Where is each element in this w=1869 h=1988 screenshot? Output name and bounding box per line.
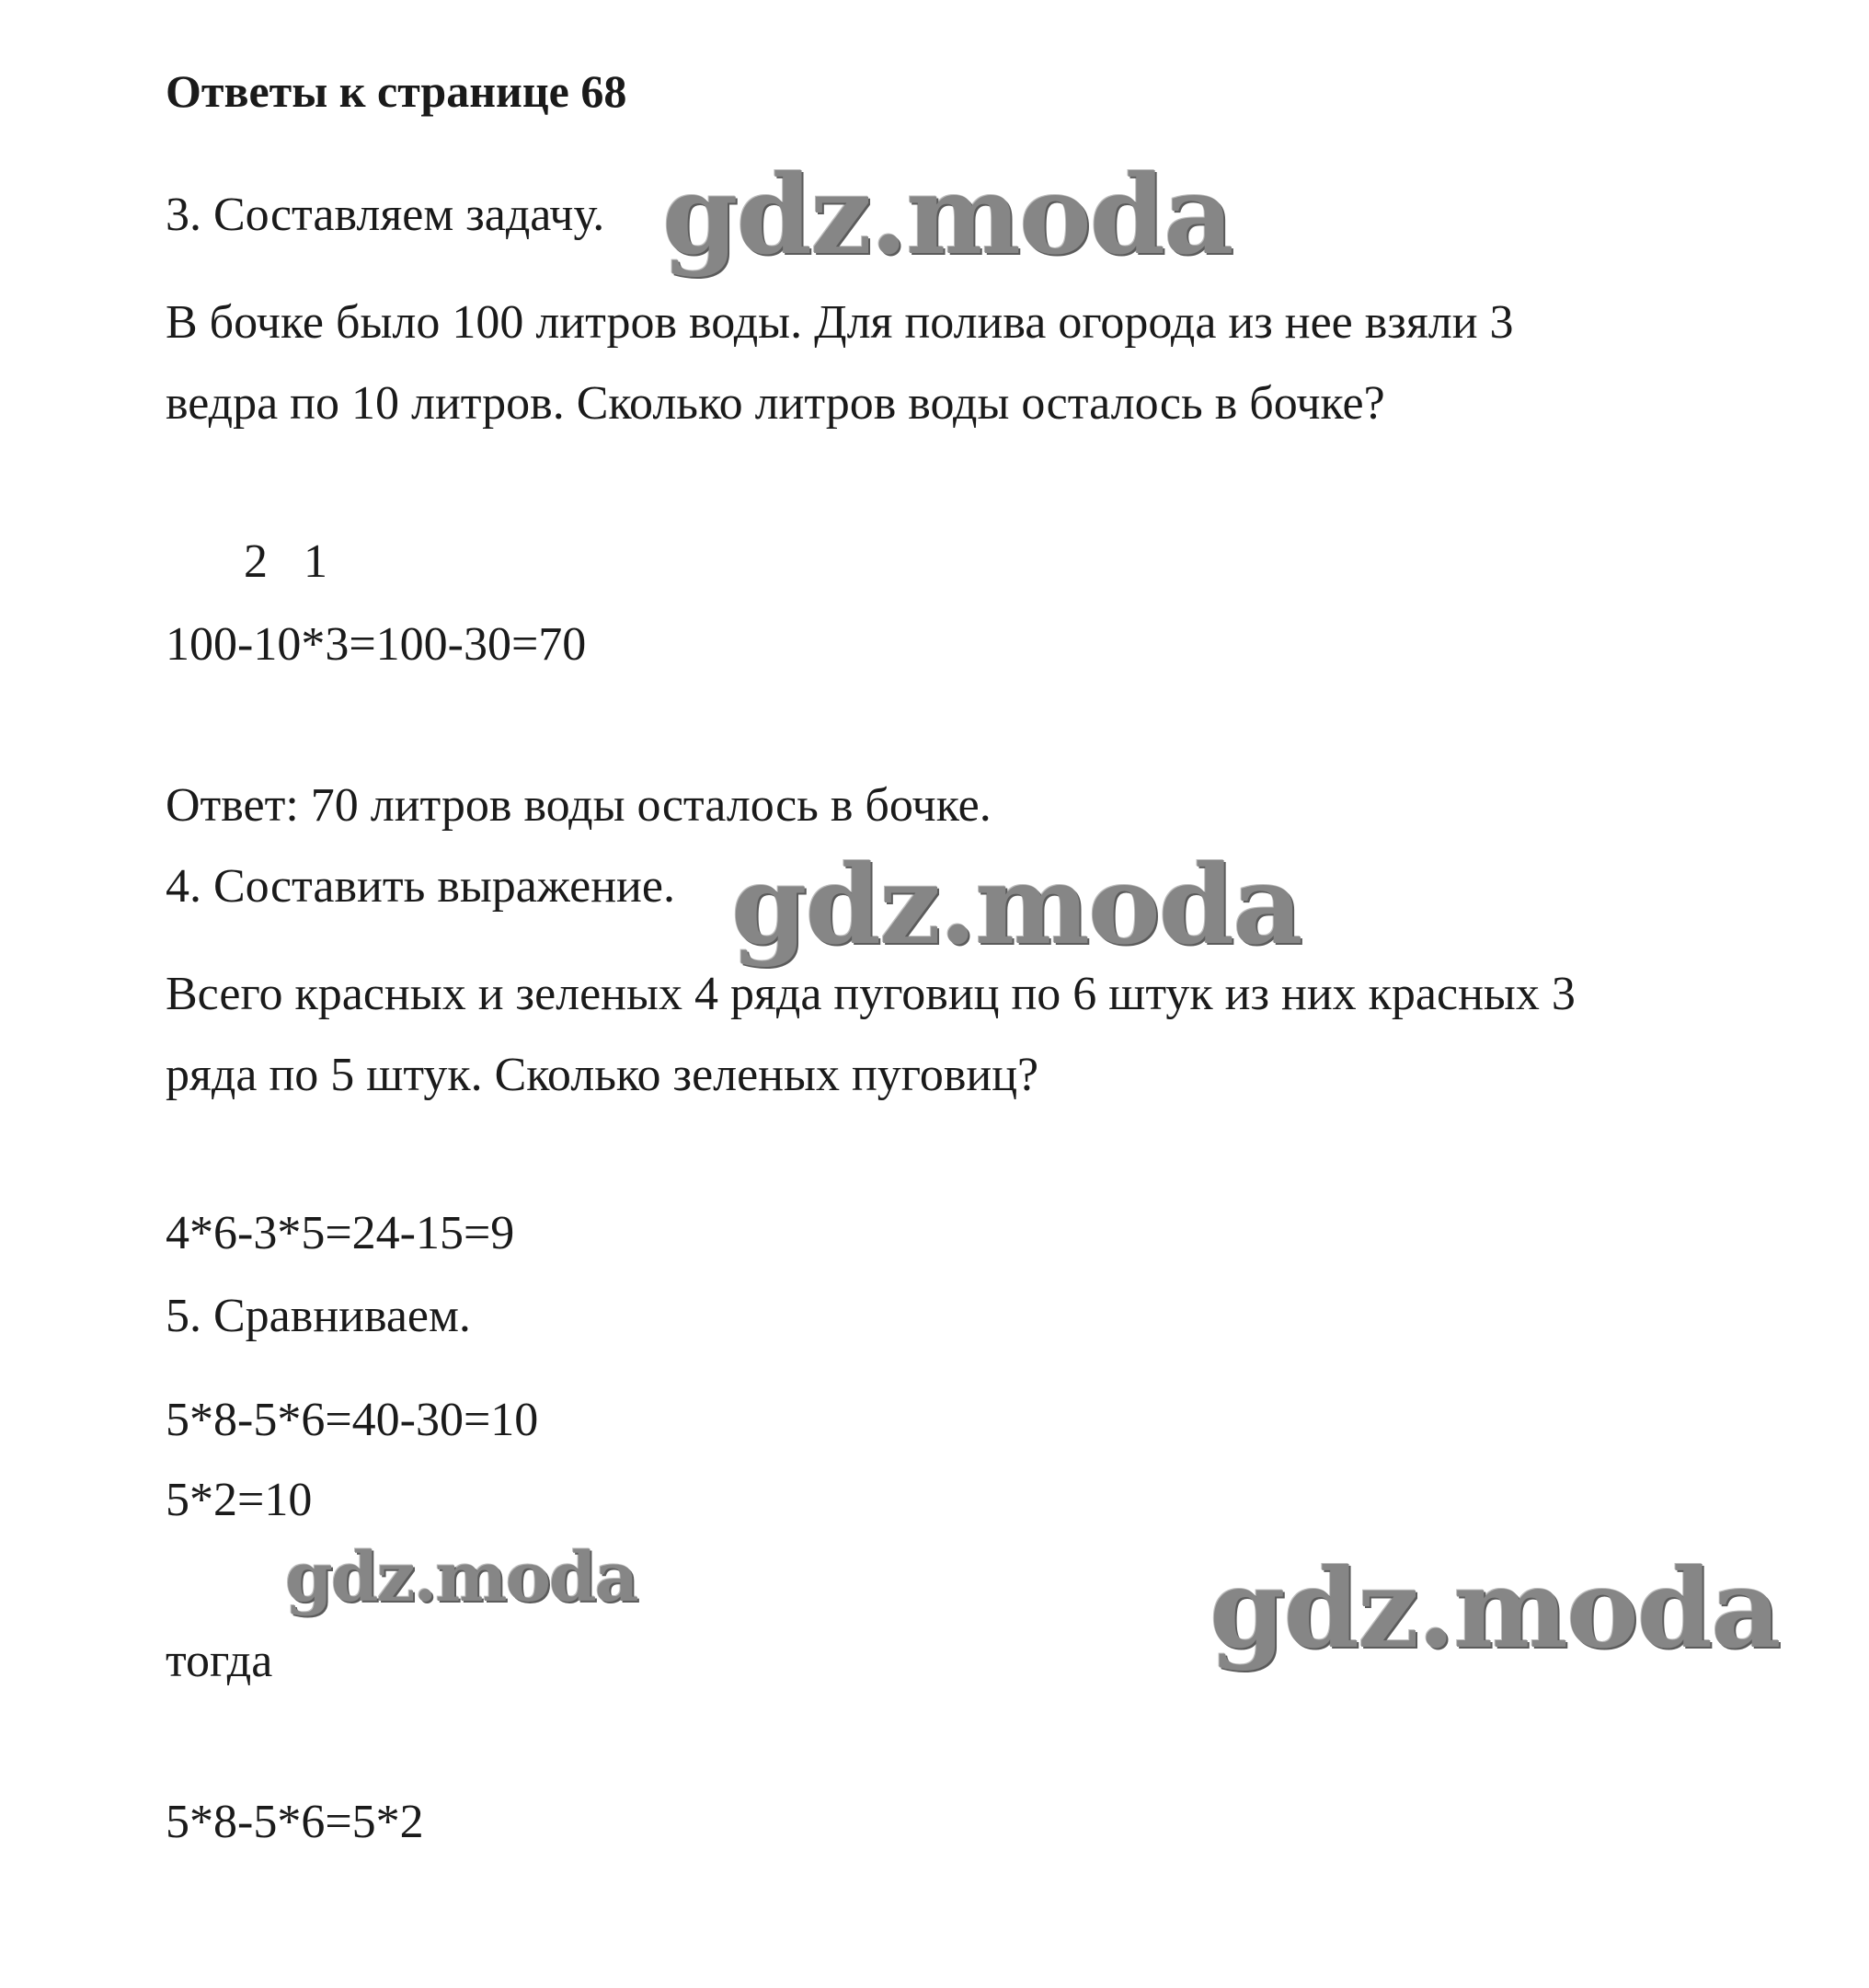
watermark-logo: gdz.moda xyxy=(731,841,1301,969)
task5-expression1: 5*8-5*6=40-30=10 xyxy=(166,1394,539,1446)
task5-expression2: 5*2=10 xyxy=(166,1474,313,1526)
watermark-logo: gdz.moda xyxy=(285,1538,637,1617)
task3-problem-line2: ведра по 10 литров. Сколько литров воды осталось в бочке? xyxy=(166,377,1385,430)
task4-solution: 4*6-3*5=24-15=9 xyxy=(166,1207,515,1259)
page-title: Ответы к странице 68 xyxy=(166,65,627,117)
task4-problem-line1: Всего красных и зеленых 4 ряда пуговиц по 6 штук из них красных 3 xyxy=(166,968,1576,1020)
task5-heading: 5. Сравниваем. xyxy=(166,1290,471,1342)
watermark-logo: gdz.moda xyxy=(1210,1545,1780,1672)
task4-heading: 4. Составить выражение. xyxy=(166,860,675,913)
task3-answer: Ответ: 70 литров воды осталось в бочке. xyxy=(166,779,992,832)
task3-heading: 3. Составляем задачу. xyxy=(166,189,605,241)
task5-conclusion-word: тогда xyxy=(166,1635,273,1687)
watermark-logo: gdz.moda xyxy=(662,151,1233,279)
task5-conclusion: 5*8-5*6=5*2 xyxy=(166,1796,424,1848)
task3-problem-line1: В бочке было 100 литров воды. Для полива огорода из нее взяли 3 xyxy=(166,296,1514,349)
task4-problem-line2: ряда по 5 штук. Сколько зеленых пуговиц? xyxy=(166,1049,1039,1101)
task3-order-marks: 2 1 xyxy=(244,535,327,588)
task3-solution: 100-10*3=100-30=70 xyxy=(166,618,587,671)
